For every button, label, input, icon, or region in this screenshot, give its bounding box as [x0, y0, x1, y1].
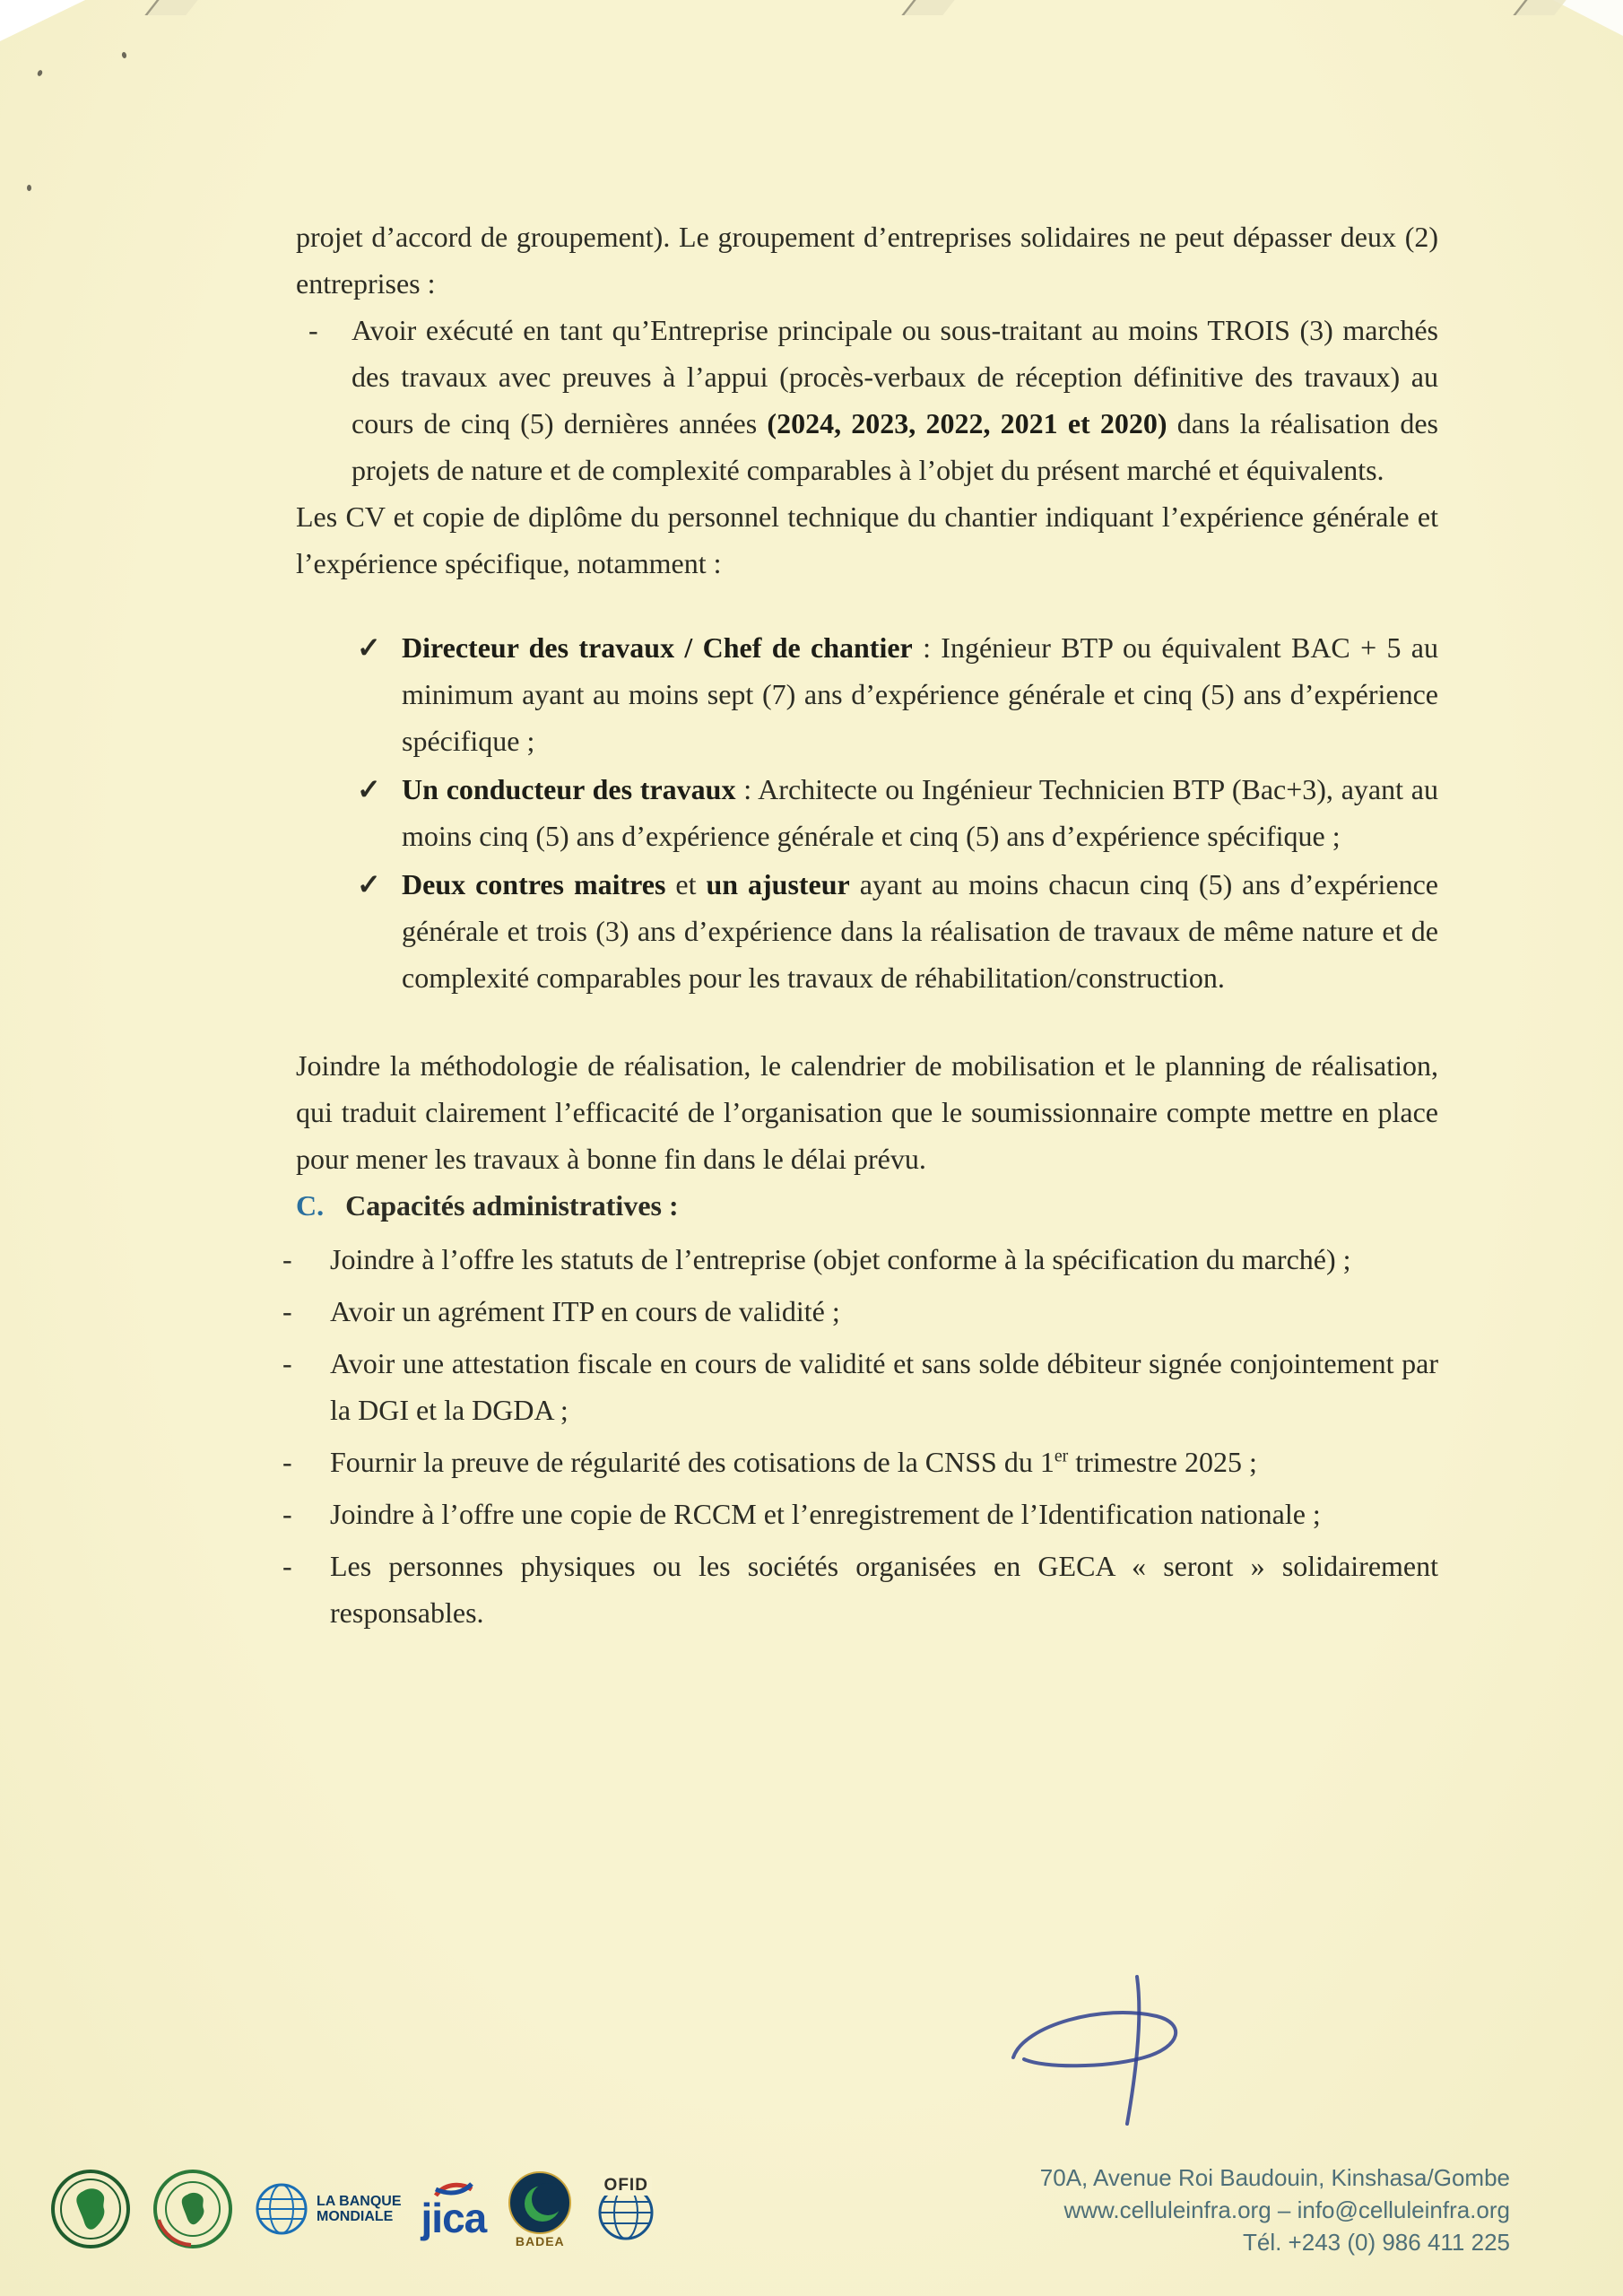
section-title: Capacités administratives : — [345, 1189, 679, 1222]
admin-text: Fournir la preuve de régularité des cotisations de la CNSS du 1 — [330, 1446, 1055, 1478]
requirement-text-pre: Avoir exécuté en tant qu’Entreprise principale ou sous-traitant au moins TROIS (3) marchés des travaux avec preuves à l’appui (procès-verbaux de réception définitive des travaux) au cours de cinq (5) dernières années — [352, 314, 1438, 439]
badea-emblem-icon — [506, 2170, 574, 2238]
cv-note-paragraph: Les CV et copie de diplôme du personnel technique du chantier indiquant l’expérience générale et l’expérience spécifique, notamment : — [296, 500, 1438, 579]
check-role-bold: Directeur des travaux / Chef de chantier — [402, 631, 913, 664]
admin-item-agrement — [282, 1288, 1438, 1335]
admin-item-geca — [282, 1543, 1438, 1636]
dash-bullet-icon: - — [282, 1498, 292, 1530]
dash-bullet-icon: - — [282, 1243, 292, 1275]
check-role-desc: ayant au moins chacun cinq (5) ans d’expérience générale et trois (3) ans d’expérience dans la réalisation de travaux de même nature et de complexité comparables pour les travaux de réhabilitation/construction. — [402, 868, 1438, 994]
ofid-logo — [594, 2176, 658, 2242]
admin-item-cnss — [282, 1439, 1438, 1485]
admin-text: Avoir un agrément ITP en cours de validité ; — [330, 1295, 840, 1327]
scan-speck — [121, 51, 127, 58]
footer-address: 70A, Avenue Roi Baudouin, Kinshasa/Gombe — [1039, 2164, 1510, 2191]
admin-item-text — [330, 1439, 1438, 1485]
admin-item-text — [330, 1543, 1438, 1636]
check-role-desc: : Ingénieur BTP ou équivalent BAC + 5 au minimum ayant au moins sept (7) ans d’expérience générale et cinq (5) ans d’expérience spécifique ; — [402, 631, 1439, 757]
signature — [997, 1970, 1203, 2135]
check-item-text — [402, 766, 1438, 859]
scan-speck — [37, 69, 43, 76]
world-bank-logo — [254, 2181, 402, 2237]
scan-corner-artifact-right — [1553, 0, 1623, 36]
check-icon: ✓ — [357, 631, 381, 664]
dash-bullet-icon: - — [282, 1295, 292, 1327]
requirement-item — [296, 307, 1438, 493]
check-item-text — [402, 624, 1438, 764]
admin-item-text — [330, 1236, 1438, 1283]
check-role-bold: Un conducteur des travaux — [402, 773, 736, 805]
footer-contact-block — [1040, 2161, 1510, 2258]
section-c-heading — [296, 1182, 1438, 1229]
check-item-conductor — [296, 766, 1438, 859]
admin-text: Joindre à l’offre les statuts de l’entreprise (objet conforme à la spécification du marché) ; — [330, 1243, 1351, 1275]
admin-text: Les personnes physiques ou les sociétés organisées en GECA « seront » solidairement responsables. — [330, 1550, 1438, 1629]
admin-item-text — [330, 1340, 1438, 1433]
check-item-foremen — [296, 861, 1438, 1001]
admin-item-statuts — [282, 1236, 1438, 1283]
jica-logo — [421, 2180, 487, 2241]
check-item-text — [402, 861, 1438, 1001]
world-bank-label — [317, 2194, 402, 2224]
dash-bullet-icon: - — [282, 1550, 292, 1582]
afdb-group-logo — [152, 2168, 234, 2250]
badea-label: BADEA — [515, 2234, 565, 2248]
badea-logo — [506, 2170, 574, 2248]
jica-label: jica — [421, 2195, 487, 2241]
scan-corner-artifact-left — [0, 0, 85, 41]
page-fold-mark — [144, 0, 197, 15]
page-fold-mark — [901, 0, 954, 15]
check-icon: ✓ — [357, 868, 381, 900]
admin-text-post: trimestre 2025 ; — [1068, 1446, 1257, 1478]
dash-bullet-icon: - — [282, 1446, 292, 1478]
footer-phone: Tél. +243 (0) 986 411 225 — [1242, 2229, 1510, 2256]
afdb-logo — [49, 2168, 132, 2250]
intro-paragraph: projet d’accord de groupement). Le groupement d’entreprises solidaires ne peut dépasser deux (2) entreprises : — [296, 221, 1438, 300]
section-letter: C. — [296, 1189, 325, 1222]
check-icon: ✓ — [357, 773, 381, 805]
admin-text: Avoir une attestation fiscale en cours de validité et sans solde débiteur signée conjointement par la DGI et la DGDA ; — [330, 1347, 1438, 1426]
footer-website-email: www.celluleinfra.org – info@celluleinfra.org — [1063, 2196, 1510, 2223]
personnel-check-list — [296, 624, 1438, 1001]
requirement-text-post: dans la réalisation des projets de nature et de complexité comparables à l’objet du présent marché et équivalents. — [352, 407, 1439, 486]
world-bank-label-line1: LA BANQUE — [317, 2194, 402, 2209]
world-bank-globe-icon — [254, 2181, 309, 2237]
document-body — [282, 213, 1439, 1641]
admin-item-text — [330, 1288, 1438, 1335]
ofid-label: OFID — [601, 2176, 652, 2196]
admin-item-attestation — [282, 1340, 1438, 1433]
check-role-mid: et — [665, 868, 707, 900]
admin-requirements-list — [282, 1236, 1438, 1636]
methodology-paragraph: Joindre la méthodologie de réalisation, le calendrier de mobilisation et le planning de réalisation, qui traduit clairement l’efficacité de l’organisation que le soumissionnaire compte mettre en place pour mener les travaux à bonne fin dans le délai prévu. — [296, 1049, 1438, 1175]
check-item-director — [296, 624, 1438, 764]
admin-text: Joindre à l’offre une copie de RCCM et l’enregistrement de l’Identification nationale ; — [330, 1498, 1321, 1530]
requirement-text — [352, 307, 1438, 493]
admin-item-text — [330, 1491, 1438, 1537]
world-bank-label-line2: MONDIALE — [317, 2209, 394, 2224]
check-role-desc: : Architecte ou Ingénieur Technicien BTP (Bac+3), ayant au moins cinq (5) ans d’expérience générale et cinq (5) ans d’expérience spécifique ; — [402, 773, 1439, 852]
check-role-bold: Deux contres maitres — [402, 868, 666, 900]
scan-speck — [27, 185, 31, 191]
afdb-emblem-icon — [49, 2168, 132, 2250]
admin-item-rccm — [282, 1491, 1438, 1537]
afdb-group-emblem-icon — [152, 2168, 234, 2250]
requirement-years-bold: (2024, 2023, 2022, 2021 et 2020) — [767, 407, 1167, 439]
dash-bullet-icon: - — [282, 1347, 292, 1379]
ordinal-superscript: er — [1054, 1446, 1069, 1466]
dash-bullet-icon: - — [308, 314, 318, 346]
partner-logos-row — [49, 2151, 658, 2267]
check-role-bold-2: un ajusteur — [706, 868, 850, 900]
